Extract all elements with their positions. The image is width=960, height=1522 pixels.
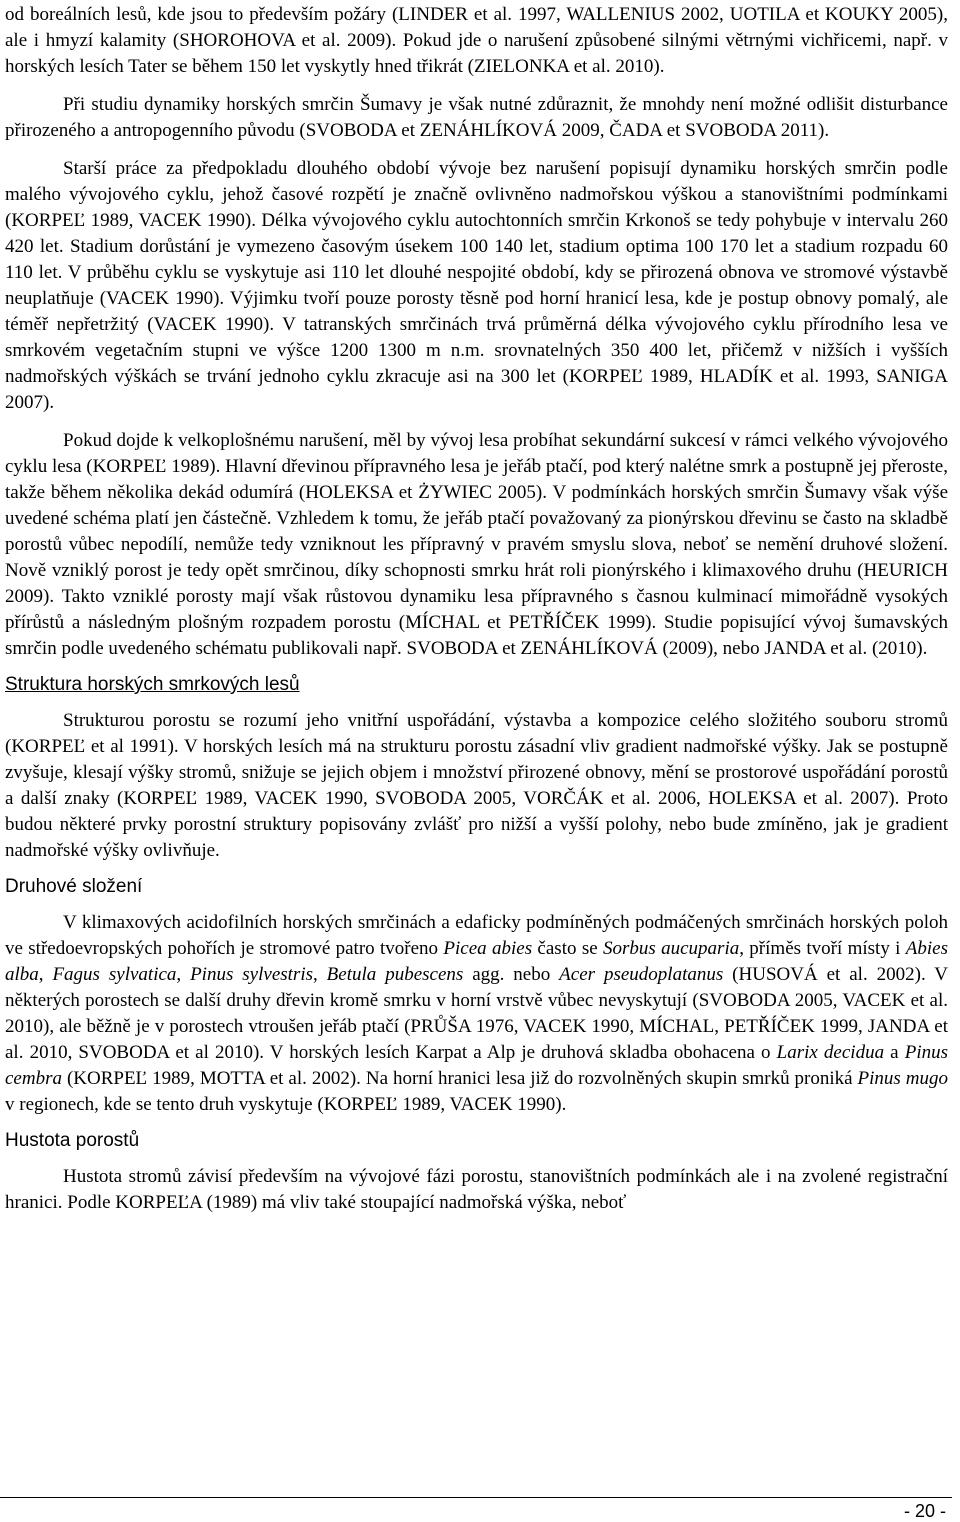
page-number: - 20 - [903, 1501, 946, 1521]
document-body [5, 2, 948, 1216]
species-name: Larix decidua [776, 1042, 885, 1063]
species-text: v regionech, kde se tento druh vyskytuje (KORPEĽ 1989, VACEK 1990). [5, 1094, 567, 1115]
paragraph-species-composition [5, 910, 948, 1118]
species-text: agg. nebo [463, 964, 560, 985]
species-name: Fagus sylvatica [52, 964, 177, 985]
species-name: Acer pseudoplatanus [559, 964, 724, 985]
paragraph-sumava-disturbances: Při studiu dynamiky horských smrčin Šumavy je však nutné zdůraznit, že mnohdy není možné odlišit disturbance přirozeného a antropogenního původu (SVOBODA et ZENÁHLÍKOVÁ 2009, ČADA et SVOBODA 2011). [5, 94, 948, 141]
species-text: (HUSOVÁ et al. 2002). V některých porostech se další druhy dřevin kromě smrku v horní vrstvě vůbec nevyskytují (SVOBODA 2005, VACEK et al. 2010), ale běžně je v porostech vtroušen jeřáb ptačí (PRŮŠA 1976, VACEK 1990, MÍCHAL, PETŘÍČEK 1999, JANDA et al. 2010, SVOBODA et al 2010). V horských lesích Karpat a Alp je druhová skladba obohacena o [5, 964, 948, 1063]
paragraph-stand-structure: Strukturou porostu se rozumí jeho vnitřní uspořádání, výstavba a kompozice celého složitého souboru stromů (KORPEĽ et al 1991). V horských lesích má na strukturu porostu zásadní vliv gradient nadmořské výšky. Jak se postupně zvyšuje, klesají výšky stromů, snižuje se jejich objem i množství přirozené obnovy, mění se prostorové uspořádání porostů a další znaky (KORPEĽ 1989, VACEK 1990, SVOBODA 2005, VORČÁK et al. 2006, HOLEKSA et al. 2007). Proto budou některé prvky porostní struktury popisovány zvlášť pro nižší a vyšší polohy, nebo bude zmíněno, jak je gradient nadmořské výšky ovlivňuje. [5, 710, 948, 861]
heading-stand-density: Hustota porostů [5, 1130, 140, 1151]
species-text: (KORPEĽ 1989, MOTTA et al. 2002). Na horní hranici lesa již do rozvolněných skupin smrků proniká [61, 1068, 858, 1089]
paragraph-secondary-succession: Pokud dojde k velkoplošnému narušení, měl by vývoj lesa probíhat sekundární sukcesí v rámci velkého vývojového cyklu lesa (KORPEĽ 1989). Hlavní dřevinou přípravného lesa je jeřáb ptačí, pod který nalétne smrk a postupně jej přeroste, takže během několika dekád odumírá (HOLEKSA et ŻYWIEC 2005). V podmínkách horských smrčin Šumavy však výše uvedené schéma platí jen částečně. Vzhledem k tomu, že jeřáb ptačí považovaný za pionýrskou dřevinu se často na skladbě porostů vůbec nepodílí, nemůže tedy vzniknout les přípravný v pravém smyslu slova, neboť se nemění druhové složení. Nově vzniklý porost je tedy opět smrčinou, díky schopnosti smrku hrát roli pionýrského i klimaxového druhu (HEURICH 2009). Takto vzniklé porosty mají však růstovou dynamiku lesa přípravného s časnou kulminací mimořádně vysokých přírůstů a následným plošným rozpadem porostu (MÍCHAL et PETŘÍČEK 1999). Studie popisující vývoj šumavských smrčin podle uvedeného schématu publikovali např. SVOBODA et ZENÁHLÍKOVÁ (2009), nebo JANDA et al. (2010). [5, 430, 948, 659]
species-text: , [176, 964, 191, 985]
species-name: Abies alba [5, 938, 948, 985]
species-text: , [313, 964, 327, 985]
species-name: Picea abies [443, 938, 533, 959]
paragraph-boreal-disturbances: od boreálních lesů, kde jsou to především požáry (LINDER et al. 1997, WALLENIUS 2002, UOTILA et KOUKY 2005), ale i hmyzí kalamity (SHOROHOVA et al. 2009). Pokud jde o narušení způsobené silnými větrnými vichřicemi, např. v horských lesích Tater se během 150 let vyskytly hned třikrát (ZIELONKA et al. 2010). [5, 4, 948, 77]
species-name: Sorbus aucuparia [602, 938, 740, 959]
paragraph-stand-density: Hustota stromů závisí především na vývojové fázi porostu, stanovištních podmínkách ale i na zvolené registrační hranici. Podle KORPEĽA (1989) má vliv také stoupající nadmořská výška, neboť [5, 1166, 948, 1213]
species-text: a [884, 1042, 905, 1063]
species-text: V klimaxových acidofilních horských smrčinách a edaficky podmíněných podmáčených smrčinách horských poloh ve středoevropských pohořích je stromové patro tvořeno [5, 912, 948, 959]
species-text: , [38, 964, 53, 985]
species-text: , příměs tvoří místy i [739, 938, 906, 959]
paragraph-development-cycle: Starší práce za předpokladu dlouhého období vývoje bez narušení popisují dynamiku horských smrčin podle malého vývojového cyklu, jehož časové rozpětí je značně ovlivněno nadmořskou výškou a stanovištními podmínkami (KORPEĽ 1989, VACEK 1990). Délka vývojového cyklu autochtonních smrčin Krkonoš se tedy pohybuje v intervalu 260 420 let. Stadium dorůstání je vymezeno časovým úsekem 100 140 let, stadium optima 100 170 let a stadium rozpadu 60 110 let. V průběhu cyklu se vyskytuje asi 110 let dlouhé nespojité období, kdy se přirozená obnova ve stromové výstavbě neuplatňuje (VACEK 1990). Výjimku tvoří pouze porosty těsně pod horní hranicí lesa, kde je postup obnovy pomalý, ale téměř nepřetržitý (VACEK 1990). V tatranských smrčinách trvá průměrná délka vývojového cyklu přírodního lesa ve smrkovém vegetačním stupni ve výšce 1200 1300 m n.m. srovnatelných 350 400 let, přičemž v nižších i vyšších nadmořských výškách se trvání jednoho cyklu zkracuje asi na 300 let (KORPEĽ 1989, HLADÍK et al. 1993, SANIGA 2007). [5, 158, 948, 413]
species-name: Pinus sylvestris [190, 964, 313, 985]
heading-forest-structure: Struktura horských smrkových lesů [5, 674, 300, 695]
species-name: Pinus cembra [5, 1042, 949, 1089]
species-name: Pinus mugo [857, 1068, 948, 1089]
heading-species-composition: Druhové složení [5, 876, 143, 897]
species-name: Betula pubescens [326, 964, 464, 985]
species-text: často se [532, 938, 603, 959]
footer-divider [0, 1497, 952, 1498]
